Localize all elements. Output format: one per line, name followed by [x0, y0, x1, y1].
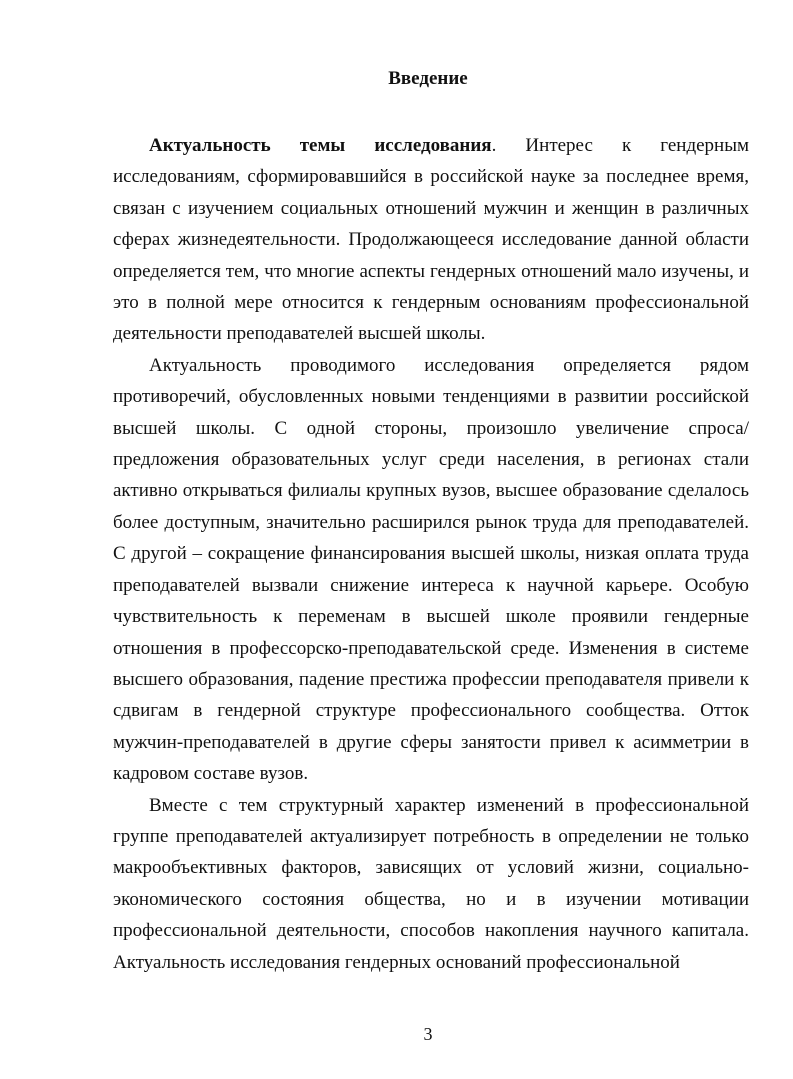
section-title: Введение	[388, 68, 468, 89]
paragraph-2: Актуальность проводимого исследования определяется рядом противоречий, обусловленных новыми тенденциями в развитии российской высшей школы. С одной стороны, произошло увеличение спроса/предложения образовательных услуг среди населения, в регионах стали активно открываться филиалы крупных вузов, высшее образование сделалось более доступным, значительно расширился рынок труда для преподавателей. С другой – сокращение финансирования высшей школы, низкая оплата труда преподавателей вызвали снижение интереса к научной карьере. Особую чувствительность к переменам в высшей школе проявили гендерные отношения в профессорско-преподавательской среде. Изменения в системе высшего образования, падение престижа профессии преподавателя привели к сдвигам в гендерной структуре профессионального сообщества. Отток мужчин-преподавателей в другие сферы занятости привел к асимметрии в кадровом составе вузов.	[113, 354, 749, 785]
paragraph-1-text: . Интерес к гендерным исследованиям, сформировавшийся в российской науке за последнее время, связан с изучением социальных отношений мужчин и женщин в различных сферах жизнедеятельности. Продолжающееся исследование данной области определяется тем, что многие аспекты гендерных отношений мало изучены, и это в полной мере относится к гендерным основаниям профессиональной деятельности преподавателей высшей школы.	[113, 135, 750, 345]
paragraph-1	[113, 130, 749, 350]
paragraph-1-lead: Актуальность темы исследования	[149, 135, 492, 156]
page-number: 3	[423, 1024, 433, 1044]
paragraph-3: Вместе с тем структурный характер изменений в профессиональной группе преподавателей актуализирует потребность в определении не только макрообъективных факторов, зависящих от условий жизни, социально-экономического состояния общества, но и в изучении мотивации профессиональной деятельности, способов накопления научного капитала. Актуальность исследования гендерных оснований профессиональной	[113, 794, 749, 973]
body-text	[113, 130, 749, 978]
